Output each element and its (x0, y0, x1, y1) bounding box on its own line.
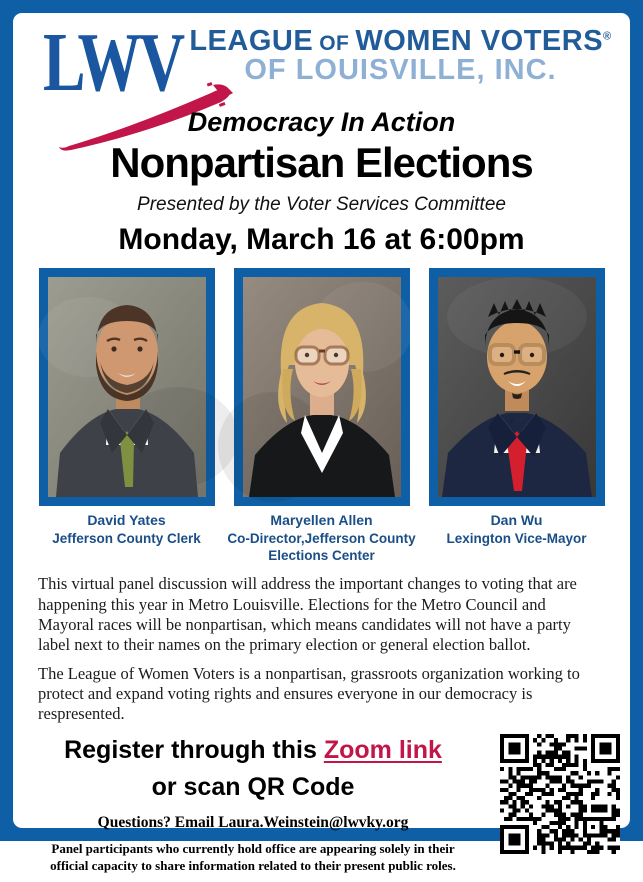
flyer-content (13, 13, 630, 874)
panelist-photo-maryellen-allen (234, 268, 410, 506)
panelist-caption (417, 512, 617, 547)
panelist-photo-dan-wu (429, 268, 605, 506)
event-datetime: Monday, March 16 at 6:00pm (118, 223, 525, 256)
panelist-title: Jefferson County Clerk (52, 530, 201, 546)
panelist-maryellen-allen (227, 268, 416, 564)
scan-qr-line: or scan QR Code (151, 773, 355, 802)
qr-code (500, 734, 620, 854)
panelist-title: Lexington Vice-Mayor (446, 530, 587, 546)
registered-trademark: ® (603, 30, 612, 43)
panelist-name: David Yates (87, 512, 166, 528)
zoom-link[interactable]: Zoom link (323, 736, 442, 765)
panelist-dan-wu (429, 268, 605, 564)
tagline: Democracy In Action (187, 107, 456, 137)
org-name-line2: OF LOUISVILLE, INC. (244, 54, 557, 86)
org-name-block (173, 25, 628, 87)
lwv-logo: LWV (43, 16, 183, 109)
paragraph-event-description: This virtual panel discussion will address the important changes to voting that are happening this year in Metro Louisville. Elections for the Metro Council and Mayoral races will be nonpartisan, which means candidates will not have a party label next to their names on the primary election or general election ballot. (38, 574, 577, 654)
paragraph-league-description: The League of Women Voters is a nonpartisan, grassroots organization working to protect and expand voting rights and ensures everyone in our democracy is respresented. (38, 663, 580, 724)
event-title: Nonpartisan Elections (110, 139, 533, 186)
cta-section (13, 732, 630, 882)
body-text (38, 574, 605, 724)
panelist-name: Dan Wu (490, 512, 543, 528)
header (13, 13, 630, 137)
panelist-caption (27, 512, 227, 547)
panelist-david-yates (39, 268, 215, 564)
questions-email-line: Questions? Email Laura.Weinstein@lwvky.org (97, 814, 409, 832)
panelist-title: Co-Director,Jefferson County Elections Center (227, 530, 416, 564)
presented-by: Presented by the Voter Services Committee (137, 194, 506, 215)
org-name-line1: LEAGUE OF WOMEN VOTERS® (189, 25, 612, 57)
panelist-name: Maryellen Allen (270, 512, 373, 528)
cta-text-block (13, 732, 493, 875)
disclaimer-text: Panel participants who currently hold office are appearing solely in their official capacity to share information related to their present public roles. (50, 841, 456, 874)
panelist-caption (222, 512, 422, 564)
register-line: Register through this Zoom link (64, 736, 442, 765)
panelist-photo-david-yates (39, 268, 215, 506)
panelists-row (13, 268, 630, 564)
